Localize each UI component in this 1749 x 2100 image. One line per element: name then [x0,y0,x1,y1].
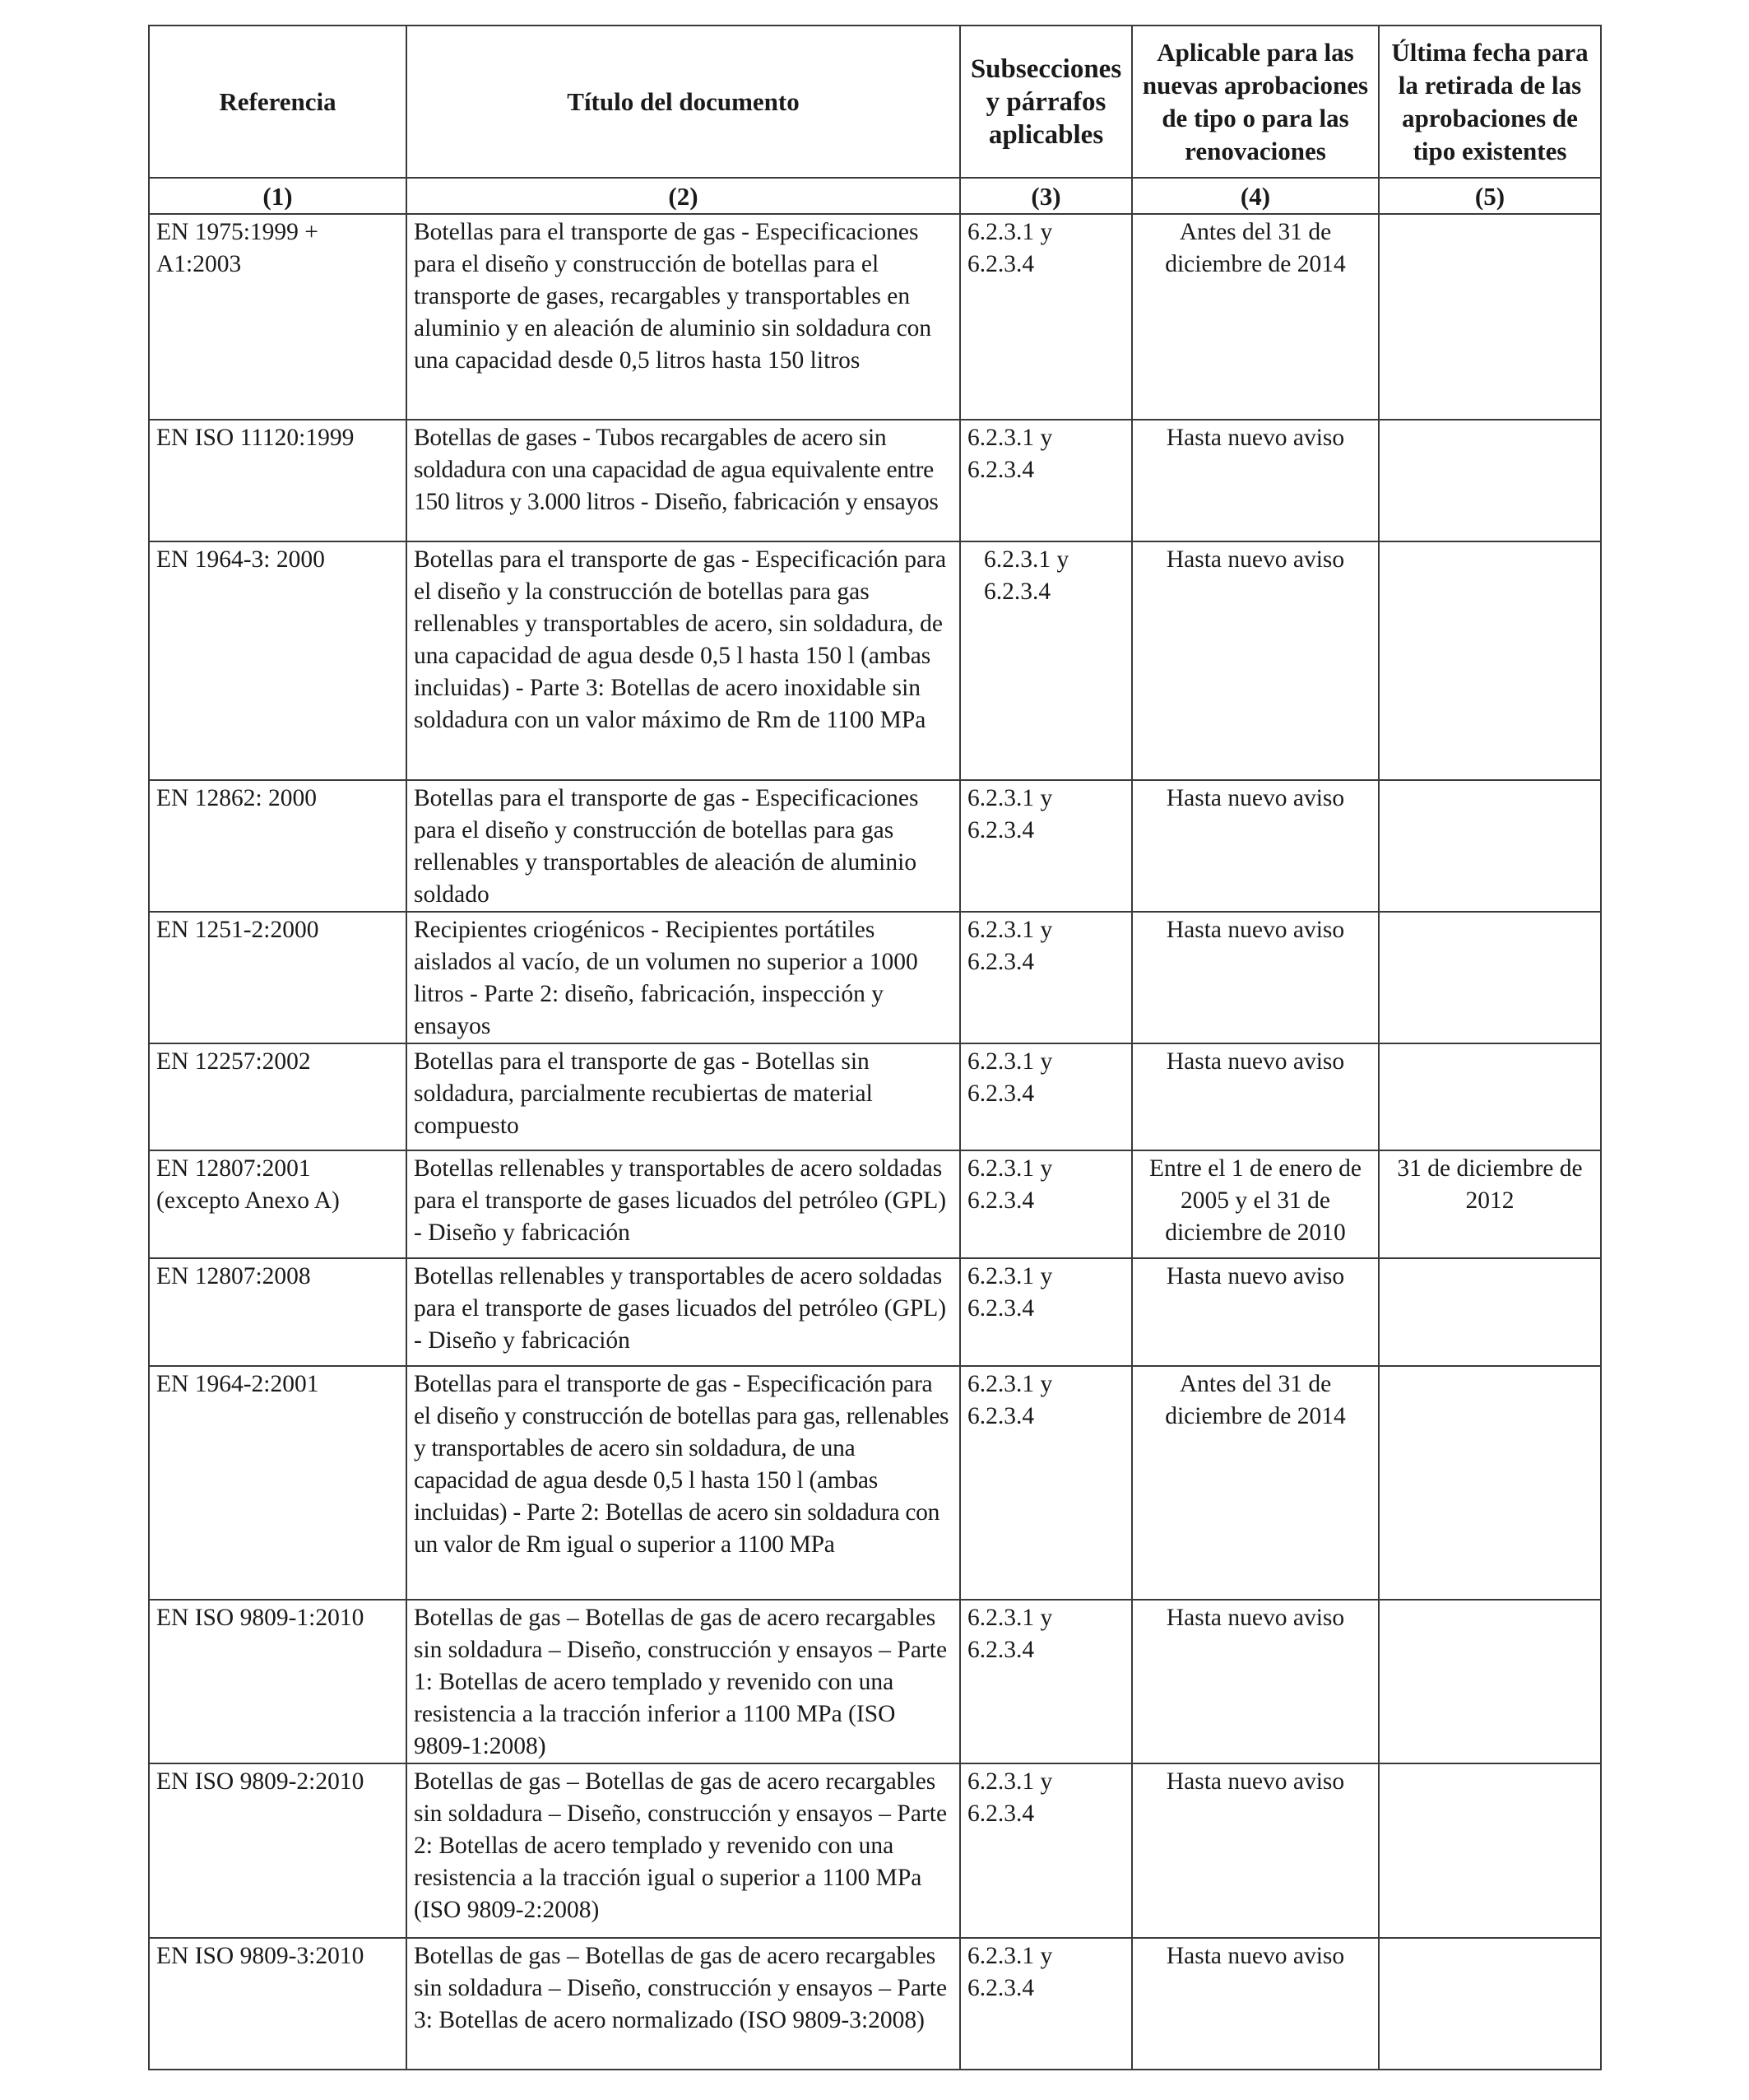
table-row [149,1366,1601,1600]
standards-table [148,25,1602,2070]
column-number: (2) [406,178,960,214]
subsections-cell: 6.2.3.1 y 6.2.3.4 [960,1600,1132,1763]
withdrawal-cell [1379,1258,1601,1366]
withdrawal-cell [1379,780,1601,912]
title-cell: Botellas para el transporte de gas - Especificaciones para el diseño y construcción de botellas para gas rellenables y transportables de aleación de aluminio soldado [406,780,960,912]
applicable-cell: Hasta nuevo aviso [1132,780,1379,912]
subsections-cell: 6.2.3.1 y 6.2.3.4 [960,214,1132,420]
column-number: (5) [1379,178,1601,214]
subsections-cell: 6.2.3.1 y 6.2.3.4 [960,1763,1132,1938]
reference-cell: EN 1964-2:2001 [149,1366,406,1600]
applicable-cell: Hasta nuevo aviso [1132,1258,1379,1366]
withdrawal-cell [1379,1043,1601,1150]
withdrawal-cell [1379,1938,1601,2070]
reference-cell: EN ISO 9809-2:2010 [149,1763,406,1938]
applicable-cell: Entre el 1 de enero de 2005 y el 31 de diciembre de 2010 [1132,1150,1379,1258]
subsections-cell: 6.2.3.1 y 6.2.3.4 [960,780,1132,912]
title-cell: Botellas para el transporte de gas - Botellas sin soldadura, parcialmente recubiertas de material compuesto [406,1043,960,1150]
reference-cell: EN 1251-2:2000 [149,912,406,1043]
column-number: (4) [1132,178,1379,214]
reference-cell: EN ISO 9809-1:2010 [149,1600,406,1763]
withdrawal-cell [1379,420,1601,541]
applicable-cell: Hasta nuevo aviso [1132,912,1379,1043]
applicable-cell: Hasta nuevo aviso [1132,1938,1379,2070]
table-row [149,541,1601,780]
title-cell: Botellas para el transporte de gas - Especificación para el diseño y construcción de botellas para gas, rellenables y transportables de acero sin soldadura, de una capacidad de agua desde 0,5 l hasta 150 l (ambas incluidas) - Parte 2: Botellas de acero sin soldadura con un valor de Rm igual o superior a 1100 MPa [406,1366,960,1600]
header-ultima-fecha: Última fecha para la retirada de las aprobaciones de tipo existentes [1379,26,1601,178]
table-row [149,1258,1601,1366]
title-cell: Botellas rellenables y transportables de acero soldadas para el transporte de gases licuados del petróleo (GPL) - Diseño y fabricación [406,1258,960,1366]
header-row [149,26,1601,178]
subsections-cell: 6.2.3.1 y 6.2.3.4 [960,1258,1132,1366]
header-subsecciones: Subsecciones y párrafos aplicables [960,26,1132,178]
withdrawal-cell [1379,214,1601,420]
reference-cell: EN 12807:2008 [149,1258,406,1366]
applicable-cell: Antes del 31 de diciembre de 2014 [1132,214,1379,420]
subsections-cell: 6.2.3.1 y 6.2.3.4 [960,912,1132,1043]
reference-cell: EN 12862: 2000 [149,780,406,912]
title-cell: Botellas de gas – Botellas de gas de acero recargables sin soldadura – Diseño, construcción y ensayos – Parte 1: Botellas de acero templado y revenido con una resistencia a la tracción inferior a 1100 MPa (ISO 9809-1:2008) [406,1600,960,1763]
subsections-cell: 6.2.3.1 y 6.2.3.4 [960,1150,1132,1258]
table-row [149,1043,1601,1150]
applicable-cell: Hasta nuevo aviso [1132,1763,1379,1938]
table-row [149,912,1601,1043]
subsections-cell: 6.2.3.1 y 6.2.3.4 [960,420,1132,541]
reference-cell: EN 12807:2001 (excepto Anexo A) [149,1150,406,1258]
title-cell: Botellas de gas – Botellas de gas de acero recargables sin soldadura – Diseño, construcción y ensayos – Parte 3: Botellas de acero normalizado (ISO 9809-3:2008) [406,1938,960,2070]
subsections-cell: 6.2.3.1 y 6.2.3.4 [960,1366,1132,1600]
title-cell: Recipientes criogénicos - Recipientes portátiles aislados al vacío, de un volumen no superior a 1000 litros - Parte 2: diseño, fabricación, inspección y ensayos [406,912,960,1043]
applicable-cell: Hasta nuevo aviso [1132,1600,1379,1763]
column-number-row [149,178,1601,214]
header-aplicable: Aplicable para las nuevas aprobaciones de tipo o para las renovaciones [1132,26,1379,178]
table-row [149,420,1601,541]
title-cell: Botellas de gas – Botellas de gas de acero recargables sin soldadura – Diseño, construcción y ensayos – Parte 2: Botellas de acero templado y revenido con una resistencia a la tracción igual o superior a 1100 MPa (ISO 9809-2:2008) [406,1763,960,1938]
column-number: (1) [149,178,406,214]
withdrawal-cell [1379,1366,1601,1600]
table-row [149,1150,1601,1258]
subsections-cell: 6.2.3.1 y 6.2.3.4 [960,541,1132,780]
column-number: (3) [960,178,1132,214]
applicable-cell: Hasta nuevo aviso [1132,420,1379,541]
header-referencia: Referencia [149,26,406,178]
table-row [149,1600,1601,1763]
withdrawal-cell [1379,912,1601,1043]
table-row [149,780,1601,912]
table-row [149,214,1601,420]
applicable-cell: Hasta nuevo aviso [1132,1043,1379,1150]
title-cell: Botellas para el transporte de gas - Especificación para el diseño y la construcción de botellas para gas rellenables y transportables de acero, sin soldadura, de una capacidad de agua desde 0,5 l hasta 150 l (ambas incluidas) - Parte 3: Botellas de acero inoxidable sin soldadura con un valor máximo de Rm de 1100 MPa [406,541,960,780]
withdrawal-cell [1379,1763,1601,1938]
table-row [149,1763,1601,1938]
title-cell: Botellas rellenables y transportables de acero soldadas para el transporte de gases licuados del petróleo (GPL) - Diseño y fabricación [406,1150,960,1258]
subsections-cell: 6.2.3.1 y 6.2.3.4 [960,1938,1132,2070]
applicable-cell: Hasta nuevo aviso [1132,541,1379,780]
reference-cell: EN ISO 11120:1999 [149,420,406,541]
reference-cell: EN ISO 9809-3:2010 [149,1938,406,2070]
reference-cell: EN 12257:2002 [149,1043,406,1150]
withdrawal-cell [1379,1600,1601,1763]
applicable-cell: Antes del 31 de diciembre de 2014 [1132,1366,1379,1600]
title-cell: Botellas de gases - Tubos recargables de acero sin soldadura con una capacidad de agua equivalente entre 150 litros y 3.000 litros - Diseño, fabricación y ensayos [406,420,960,541]
reference-cell: EN 1975:1999 + A1:2003 [149,214,406,420]
table-row [149,1938,1601,2070]
withdrawal-cell [1379,541,1601,780]
header-titulo: Título del documento [406,26,960,178]
withdrawal-cell: 31 de diciembre de 2012 [1379,1150,1601,1258]
title-cell: Botellas para el transporte de gas - Especificaciones para el diseño y construcción de botellas para el transporte de gases, recargables y transportables en aluminio y en aleación de aluminio sin soldadura con una capacidad desde 0,5 litros hasta 150 litros [406,214,960,420]
subsections-cell: 6.2.3.1 y 6.2.3.4 [960,1043,1132,1150]
reference-cell: EN 1964-3: 2000 [149,541,406,780]
